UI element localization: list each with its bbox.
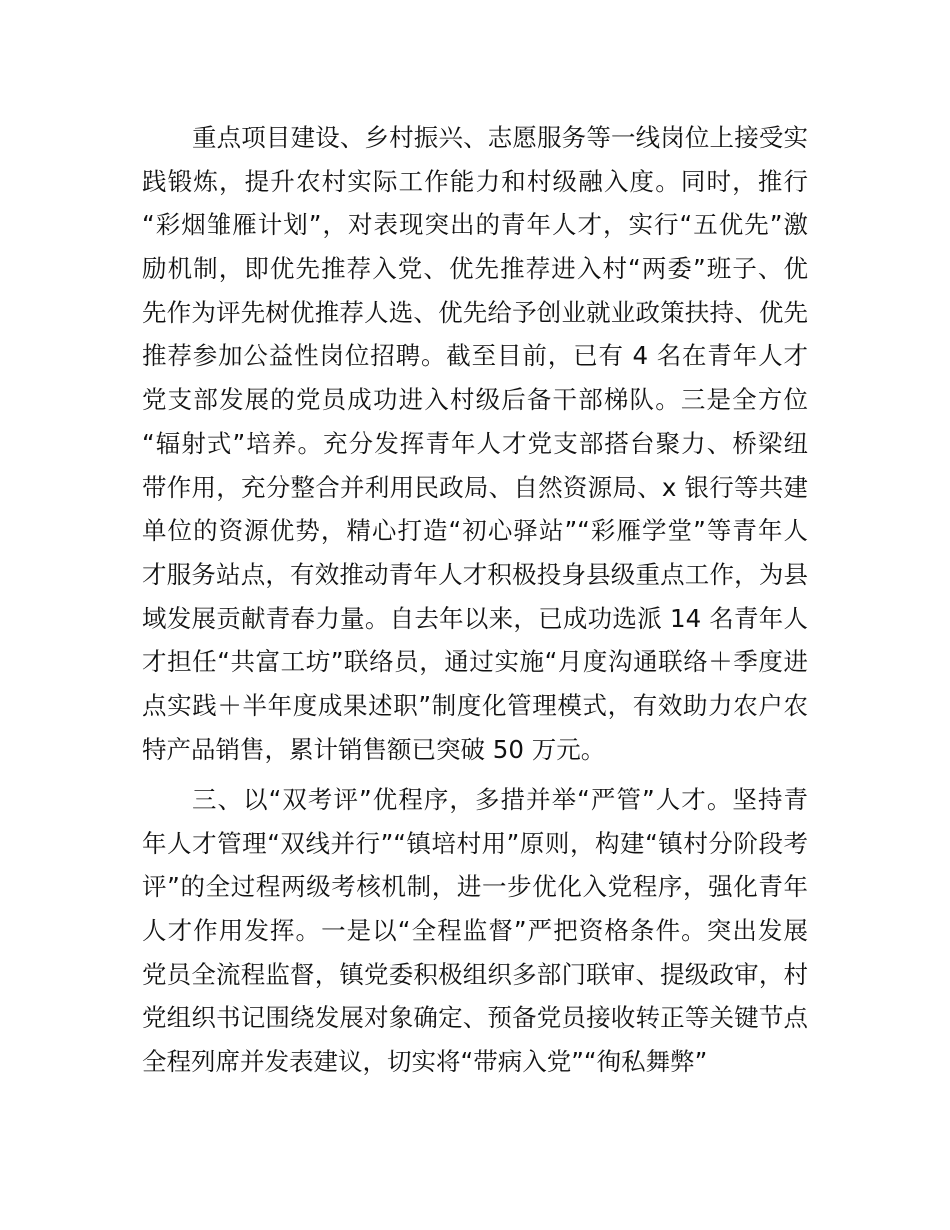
text-line: 励机制，即优先推荐入党、优先推荐进入村“两委”班子、优	[142, 254, 808, 284]
text-line: 践锻炼，提升农村实际工作能力和村级融入度。同时，推行	[142, 166, 808, 196]
text-line: 评”的全过程两级考核机制，进一步优化入党程序，强化青年	[142, 872, 808, 902]
paragraph-dual-evaluation	[142, 778, 808, 1084]
text-line: 重点项目建设、乡村振兴、志愿服务等一线岗位上接受实	[192, 123, 808, 152]
section-heading-line: 三、以“双考评”优程序，多措并举“严管”人才。坚持青	[192, 785, 808, 814]
text-line: 党组织书记围绕发展对象确定、预备党员接收转正等关键节点	[142, 1003, 808, 1033]
text-line: 点实践＋半年度成果述职”制度化管理模式，有效助力农户农	[142, 690, 808, 720]
paragraph-youth-talent-training	[142, 116, 808, 771]
text-line: 人才作用发挥。一是以“全程监督”严把资格条件。突出发展	[142, 916, 808, 946]
text-line: 才服务站点，有效推动青年人才积极投身县级重点工作，为县	[142, 559, 808, 589]
text-line: 党员全流程监督，镇党委积极组织多部门联审、提级政审，村	[142, 959, 808, 989]
text-line: 党支部发展的党员成功进入村级后备干部梯队。三是全方位	[142, 385, 808, 415]
text-line: 年人才管理“双线并行”“镇培村用”原则，构建“镇村分阶段考	[142, 828, 808, 858]
text-line: 带作用，充分整合并利用民政局、自然资源局、x 银行等共建	[142, 472, 808, 502]
text-line: 单位的资源优势，精心打造“初心驿站”“彩雁学堂”等青年人	[142, 516, 808, 546]
text-line: 特产品销售，累计销售额已突破 50 万元。	[142, 734, 606, 764]
text-line: 先作为评先树优推荐人选、优先给予创业就业政策扶持、优先	[142, 297, 808, 327]
text-line: 推荐参加公益性岗位招聘。截至目前，已有 4 名在青年人才	[142, 341, 808, 371]
text-line: 全程列席并发表建议，切实将“带病入党”“徇私舞弊”	[142, 1047, 708, 1077]
text-line: “辐射式”培养。充分发挥青年人才党支部搭台聚力、桥梁纽	[142, 428, 808, 458]
text-line: 域发展贡献青春力量。自去年以来，已成功选派 14 名青年人	[142, 603, 808, 633]
text-line: 才担任“共富工坊”联络员，通过实施“月度沟通联络＋季度进	[142, 647, 808, 677]
text-line: “彩烟雏雁计划”，对表现突出的青年人才，实行“五优先”激	[142, 210, 808, 240]
